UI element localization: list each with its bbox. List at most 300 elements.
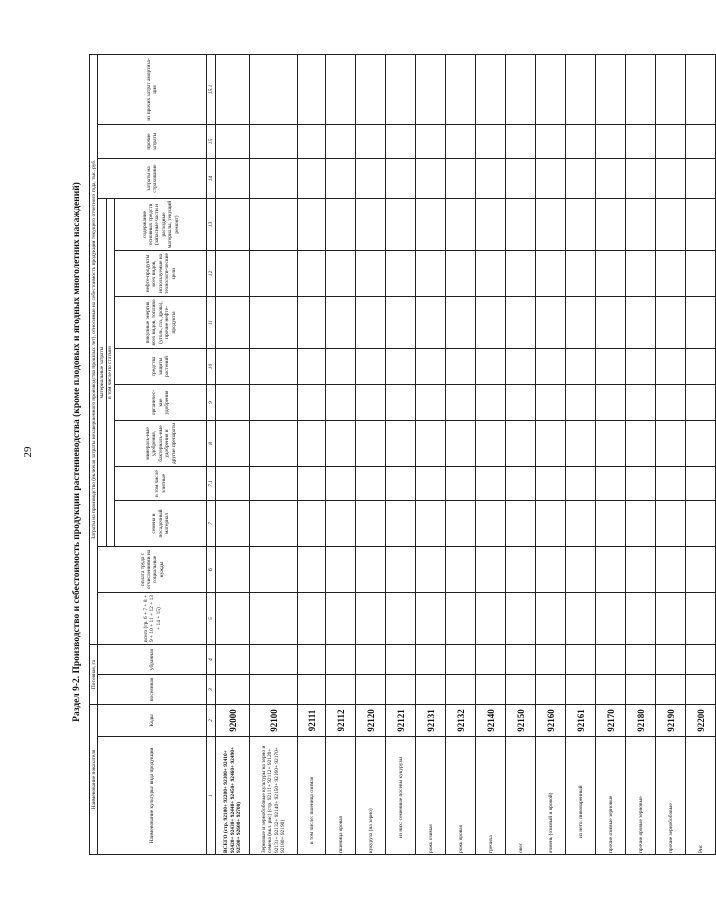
value-cell[interactable] (626, 501, 656, 547)
value-cell[interactable] (686, 251, 716, 297)
value-cell[interactable] (506, 54, 536, 124)
header-seeds: семена и посадочный материал (115, 501, 207, 547)
value-cell[interactable] (596, 251, 626, 297)
value-cell[interactable] (566, 297, 596, 349)
value-cell[interactable] (626, 547, 656, 593)
row-name: Рис (686, 737, 716, 855)
col-num: 3 (207, 675, 216, 705)
value-cell[interactable] (626, 675, 656, 705)
value-cell[interactable] (566, 547, 596, 593)
value-cell[interactable] (386, 467, 416, 501)
column-number-row (207, 54, 216, 854)
value-cell[interactable] (356, 501, 386, 547)
header-organic: органичес-кие удобрения (115, 385, 207, 421)
value-cell[interactable] (476, 675, 506, 705)
header-row-2 (98, 54, 106, 854)
header-indicator-name: Наименование показателя (90, 705, 98, 855)
row-name: ВСЕГО (стр. 92100+ 92200+ 92300+ 92410+ 92420+ 92430+ 92440+ 92450+ 92460+ 92490+ 92500+ 92600+ 92700) (216, 737, 250, 855)
value-cell[interactable] (416, 385, 446, 421)
value-cell[interactable] (250, 467, 298, 501)
value-cell[interactable] (416, 467, 446, 501)
value-cell[interactable] (386, 349, 416, 385)
value-cell[interactable] (356, 297, 386, 349)
value-cell[interactable] (566, 467, 596, 501)
header-other: прочие затраты (98, 125, 207, 159)
value-cell[interactable] (356, 593, 386, 645)
value-cell[interactable] (506, 501, 536, 547)
value-cell[interactable] (566, 125, 596, 159)
col-num: 11 (207, 297, 216, 349)
value-cell[interactable] (506, 251, 536, 297)
value-cell[interactable] (476, 199, 506, 251)
value-cell[interactable] (596, 467, 626, 501)
value-cell[interactable] (216, 251, 250, 297)
value-cell[interactable] (476, 467, 506, 501)
value-cell[interactable] (216, 297, 250, 349)
value-cell[interactable] (250, 501, 298, 547)
header-insurance: затраты на страхование (98, 159, 207, 199)
value-cell[interactable] (326, 349, 356, 385)
value-cell[interactable] (566, 251, 596, 297)
value-cell[interactable] (626, 159, 656, 199)
value-cell[interactable] (536, 199, 566, 251)
value-cell[interactable] (686, 467, 716, 501)
value-cell[interactable] (216, 159, 250, 199)
value-cell[interactable] (356, 125, 386, 159)
row-code: 92180 (626, 705, 656, 737)
value-cell[interactable] (446, 349, 476, 385)
table-row (656, 54, 686, 854)
value-cell[interactable] (386, 421, 416, 467)
row-name: в том числе: пшеница озимая (298, 737, 326, 855)
value-cell[interactable] (476, 547, 506, 593)
value-cell[interactable] (416, 297, 446, 349)
value-cell[interactable] (626, 421, 656, 467)
row-name: гречиха (476, 737, 506, 855)
header-codes: Коды (98, 705, 207, 737)
value-cell[interactable] (656, 421, 686, 467)
value-cell[interactable] (356, 467, 386, 501)
value-cell[interactable] (216, 675, 250, 705)
header-crop-name: Наименование культуры/ вида продукции (98, 737, 207, 855)
value-cell[interactable] (446, 385, 476, 421)
value-cell[interactable] (686, 159, 716, 199)
value-cell[interactable] (250, 251, 298, 297)
value-cell[interactable] (596, 159, 626, 199)
value-cell[interactable] (476, 251, 506, 297)
value-cell[interactable] (216, 199, 250, 251)
value-cell[interactable] (566, 421, 596, 467)
col-num: 1 (207, 737, 216, 855)
value-cell[interactable] (356, 675, 386, 705)
value-cell[interactable] (326, 54, 356, 124)
value-cell[interactable] (476, 501, 506, 547)
value-cell[interactable] (656, 385, 686, 421)
value-cell[interactable] (416, 421, 446, 467)
value-cell[interactable] (298, 593, 326, 645)
value-cell[interactable] (656, 675, 686, 705)
value-cell[interactable] (386, 675, 416, 705)
value-cell[interactable] (476, 385, 506, 421)
value-cell[interactable] (506, 593, 536, 645)
header-elite: в том числе элитные (115, 467, 207, 501)
row-name: из них: семенные посевы кукурузы (386, 737, 416, 855)
table-row (356, 54, 386, 854)
value-cell[interactable] (356, 159, 386, 199)
value-cell[interactable] (686, 125, 716, 159)
value-cell[interactable] (626, 199, 656, 251)
value-cell[interactable] (446, 251, 476, 297)
value-cell[interactable] (626, 349, 656, 385)
value-cell[interactable] (326, 159, 356, 199)
value-cell[interactable] (326, 547, 356, 593)
value-cell[interactable] (476, 593, 506, 645)
value-cell[interactable] (326, 593, 356, 645)
value-cell[interactable] (686, 54, 716, 124)
value-cell[interactable] (250, 297, 298, 349)
header-row-1 (90, 54, 98, 854)
value-cell[interactable] (356, 349, 386, 385)
row-code: 92140 (476, 705, 506, 737)
value-cell[interactable] (626, 385, 656, 421)
value-cell[interactable] (566, 199, 596, 251)
value-cell[interactable] (656, 547, 686, 593)
value-cell[interactable] (656, 54, 686, 124)
value-cell[interactable] (298, 675, 326, 705)
value-cell[interactable] (536, 675, 566, 705)
value-cell[interactable] (386, 593, 416, 645)
value-cell[interactable] (596, 54, 626, 124)
value-cell[interactable] (566, 159, 596, 199)
value-cell[interactable] (536, 54, 566, 124)
value-cell[interactable] (386, 645, 416, 675)
col-num: 15 (207, 125, 216, 159)
value-cell[interactable] (356, 251, 386, 297)
value-cell[interactable] (656, 297, 686, 349)
value-cell[interactable] (250, 675, 298, 705)
value-cell[interactable] (596, 349, 626, 385)
row-code: 92121 (386, 705, 416, 737)
value-cell[interactable] (596, 645, 626, 675)
value-cell[interactable] (476, 297, 506, 349)
header-protection: средства защиты растений (115, 349, 207, 385)
value-cell[interactable] (596, 501, 626, 547)
value-cell[interactable] (386, 385, 416, 421)
value-cell[interactable] (326, 297, 356, 349)
value-cell[interactable] (686, 385, 716, 421)
value-cell[interactable] (476, 159, 506, 199)
value-cell[interactable] (536, 251, 566, 297)
value-cell[interactable] (506, 547, 536, 593)
value-cell[interactable] (656, 593, 686, 645)
value-cell[interactable] (298, 547, 326, 593)
row-code: 92111 (298, 705, 326, 737)
value-cell[interactable] (250, 199, 298, 251)
row-name: овес (506, 737, 536, 855)
value-cell[interactable] (626, 593, 656, 645)
value-cell[interactable] (476, 645, 506, 675)
value-cell[interactable] (656, 251, 686, 297)
value-cell[interactable] (536, 501, 566, 547)
value-cell[interactable] (216, 467, 250, 501)
value-cell[interactable] (386, 251, 416, 297)
value-cell[interactable] (626, 54, 656, 124)
value-cell[interactable] (216, 385, 250, 421)
value-cell[interactable] (326, 467, 356, 501)
value-cell[interactable] (446, 199, 476, 251)
row-name: кукуруза (на зерно) (356, 737, 386, 855)
value-cell[interactable] (416, 593, 446, 645)
value-cell[interactable] (536, 593, 566, 645)
value-cell[interactable] (656, 467, 686, 501)
value-cell[interactable] (416, 645, 446, 675)
row-code: 92190 (656, 705, 686, 737)
value-cell[interactable] (566, 675, 596, 705)
value-cell[interactable] (298, 54, 326, 124)
row-code: 92132 (446, 705, 476, 737)
value-cell[interactable] (386, 297, 416, 349)
value-cell[interactable] (596, 593, 626, 645)
row-code: 92160 (536, 705, 566, 737)
value-cell[interactable] (416, 199, 446, 251)
production-cost-table (89, 54, 716, 855)
value-cell[interactable] (596, 675, 626, 705)
value-cell[interactable] (298, 349, 326, 385)
value-cell[interactable] (506, 645, 536, 675)
value-cell[interactable] (656, 501, 686, 547)
value-cell[interactable] (656, 199, 686, 251)
value-cell[interactable] (566, 501, 596, 547)
value-cell[interactable] (298, 385, 326, 421)
value-cell[interactable] (476, 125, 506, 159)
value-cell[interactable] (506, 349, 536, 385)
value-cell[interactable] (656, 349, 686, 385)
value-cell[interactable] (416, 501, 446, 547)
value-cell[interactable] (686, 421, 716, 467)
value-cell[interactable] (216, 54, 250, 124)
value-cell[interactable] (250, 54, 298, 124)
col-num: 12 (207, 251, 216, 297)
value-cell[interactable] (686, 547, 716, 593)
value-cell[interactable] (356, 421, 386, 467)
value-cell[interactable] (298, 251, 326, 297)
data-rows (216, 54, 716, 854)
value-cell[interactable] (298, 125, 326, 159)
value-cell[interactable] (216, 547, 250, 593)
value-cell[interactable] (326, 501, 356, 547)
value-cell[interactable] (686, 593, 716, 645)
col-num: 13 (207, 199, 216, 251)
row-code: 92000 (216, 705, 250, 737)
value-cell[interactable] (446, 501, 476, 547)
value-cell[interactable] (446, 421, 476, 467)
value-cell[interactable] (596, 547, 626, 593)
value-cell[interactable] (446, 159, 476, 199)
value-cell[interactable] (506, 199, 536, 251)
value-cell[interactable] (250, 349, 298, 385)
value-cell[interactable] (298, 645, 326, 675)
table-row (686, 54, 716, 854)
value-cell[interactable] (416, 349, 446, 385)
value-cell[interactable] (298, 159, 326, 199)
value-cell[interactable] (626, 251, 656, 297)
value-cell[interactable] (476, 349, 506, 385)
value-cell[interactable] (356, 54, 386, 124)
value-cell[interactable] (566, 645, 596, 675)
value-cell[interactable] (626, 125, 656, 159)
value-cell[interactable] (626, 467, 656, 501)
value-cell[interactable] (686, 349, 716, 385)
value-cell[interactable] (356, 385, 386, 421)
value-cell[interactable] (536, 125, 566, 159)
value-cell[interactable] (386, 54, 416, 124)
value-cell[interactable] (506, 159, 536, 199)
value-cell[interactable] (536, 159, 566, 199)
value-cell[interactable] (386, 199, 416, 251)
value-cell[interactable] (250, 547, 298, 593)
table-row (626, 54, 656, 854)
table-row (326, 54, 356, 854)
value-cell[interactable] (386, 501, 416, 547)
row-code: 92131 (416, 705, 446, 737)
value-cell[interactable] (536, 297, 566, 349)
value-cell[interactable] (326, 125, 356, 159)
value-cell[interactable] (536, 349, 566, 385)
section-caption: Раздел 9-2. Производство и себестоимость продукции растениеводства (кроме плодовых и ягодных многолетних насаждений) (72, 182, 82, 722)
value-cell[interactable] (446, 467, 476, 501)
value-cell[interactable] (356, 645, 386, 675)
value-cell[interactable] (536, 421, 566, 467)
table-row (566, 54, 596, 854)
value-cell[interactable] (506, 467, 536, 501)
table-row (536, 54, 566, 854)
value-cell[interactable] (506, 385, 536, 421)
value-cell[interactable] (506, 297, 536, 349)
value-cell[interactable] (250, 159, 298, 199)
value-cell[interactable] (356, 199, 386, 251)
col-num: 5 (207, 593, 216, 645)
value-cell[interactable] (298, 297, 326, 349)
value-cell[interactable] (216, 501, 250, 547)
value-cell[interactable] (506, 675, 536, 705)
value-cell[interactable] (250, 421, 298, 467)
row-name: рожь яровая (446, 737, 476, 855)
value-cell[interactable] (686, 645, 716, 675)
row-name: прочие озимые зерновые (596, 737, 626, 855)
value-cell[interactable] (416, 159, 446, 199)
value-cell[interactable] (386, 125, 416, 159)
value-cell[interactable] (416, 547, 446, 593)
value-cell[interactable] (326, 251, 356, 297)
value-cell[interactable] (596, 421, 626, 467)
value-cell[interactable] (596, 385, 626, 421)
value-cell[interactable] (416, 251, 446, 297)
row-name: ячмень (озимый и яровой) (536, 737, 566, 855)
value-cell[interactable] (250, 385, 298, 421)
value-cell[interactable] (446, 675, 476, 705)
value-cell[interactable] (686, 199, 716, 251)
rotated-form-table (89, 55, 706, 855)
header-oil: нефте-продукты всех видов, используемые на технологи-ческие цели (115, 251, 207, 297)
value-cell[interactable] (326, 421, 356, 467)
value-cell[interactable] (250, 125, 298, 159)
value-cell[interactable] (506, 125, 536, 159)
header-total: всего (гр. 6 + 7 + 8 + 9 + 10 + 11 + 12 + 13 + 14 + 15) (98, 593, 207, 645)
col-num: 9 (207, 385, 216, 421)
value-cell[interactable] (686, 501, 716, 547)
value-cell[interactable] (250, 645, 298, 675)
value-cell[interactable] (446, 645, 476, 675)
value-cell[interactable] (250, 593, 298, 645)
value-cell[interactable] (416, 54, 446, 124)
value-cell[interactable] (536, 467, 566, 501)
value-cell[interactable] (536, 645, 566, 675)
row-code: 92120 (356, 705, 386, 737)
value-cell[interactable] (216, 421, 250, 467)
value-cell[interactable] (476, 421, 506, 467)
value-cell[interactable] (476, 54, 506, 124)
value-cell[interactable] (446, 297, 476, 349)
value-cell[interactable] (446, 125, 476, 159)
value-cell[interactable] (536, 547, 566, 593)
value-cell[interactable] (446, 593, 476, 645)
value-cell[interactable] (416, 675, 446, 705)
value-cell[interactable] (416, 125, 446, 159)
value-cell[interactable] (326, 385, 356, 421)
value-cell[interactable] (446, 54, 476, 124)
value-cell[interactable] (216, 645, 250, 675)
value-cell[interactable] (386, 547, 416, 593)
value-cell[interactable] (656, 645, 686, 675)
col-num: 15.1 (207, 54, 216, 124)
value-cell[interactable] (656, 159, 686, 199)
col-num: 4 (207, 645, 216, 675)
value-cell[interactable] (686, 675, 716, 705)
value-cell[interactable] (596, 199, 626, 251)
value-cell[interactable] (326, 199, 356, 251)
row-code: 92112 (326, 705, 356, 737)
value-cell[interactable] (298, 199, 326, 251)
value-cell[interactable] (326, 645, 356, 675)
value-cell[interactable] (298, 421, 326, 467)
value-cell[interactable] (686, 297, 716, 349)
value-cell[interactable] (596, 125, 626, 159)
table-row (298, 54, 326, 854)
value-cell[interactable] (656, 125, 686, 159)
value-cell[interactable] (566, 349, 596, 385)
value-cell[interactable] (356, 547, 386, 593)
value-cell[interactable] (626, 297, 656, 349)
value-cell[interactable] (298, 467, 326, 501)
value-cell[interactable] (626, 645, 656, 675)
row-code: 92170 (596, 705, 626, 737)
value-cell[interactable] (446, 547, 476, 593)
value-cell[interactable] (386, 159, 416, 199)
table-row (596, 54, 626, 854)
value-cell[interactable] (216, 593, 250, 645)
value-cell[interactable] (506, 421, 536, 467)
value-cell[interactable] (596, 297, 626, 349)
value-cell[interactable] (536, 385, 566, 421)
value-cell[interactable] (566, 54, 596, 124)
value-cell[interactable] (298, 501, 326, 547)
value-cell[interactable] (326, 675, 356, 705)
value-cell[interactable] (216, 125, 250, 159)
table-row (446, 54, 476, 854)
value-cell[interactable] (566, 385, 596, 421)
value-cell[interactable] (566, 593, 596, 645)
value-cell[interactable] (216, 349, 250, 385)
